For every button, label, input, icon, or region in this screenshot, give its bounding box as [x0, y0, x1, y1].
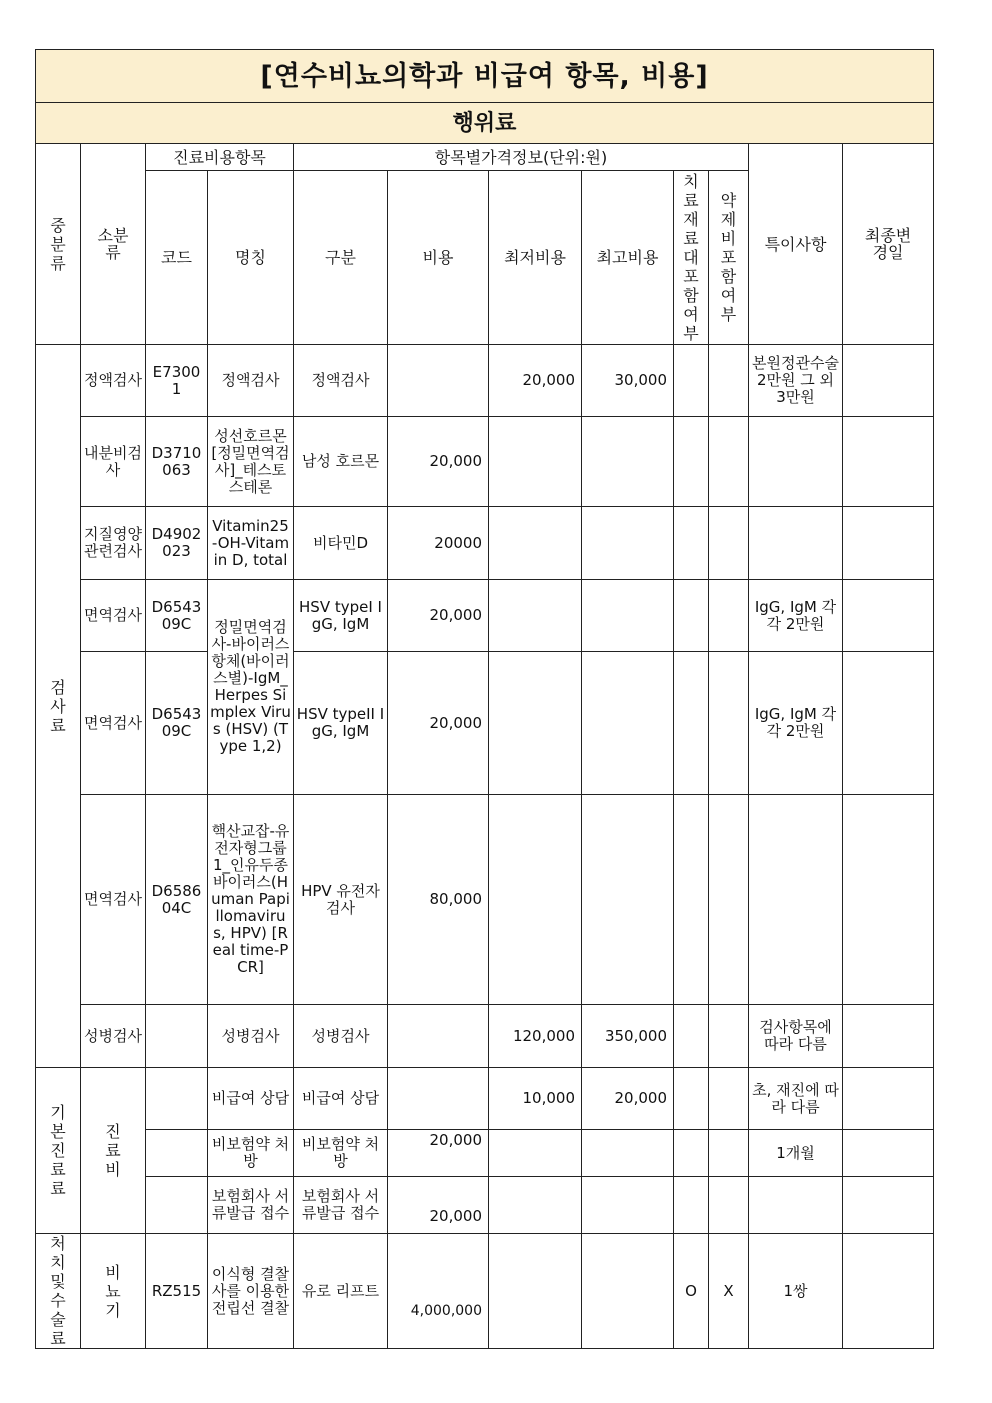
cell-minor: 성병검사 [81, 1005, 146, 1068]
cell-code: D658604C [146, 795, 208, 1005]
cell-material [674, 417, 709, 507]
cell-code [146, 1005, 208, 1068]
group-procedure-minor: 비뇨기 [81, 1234, 146, 1349]
cell-minor: 정액검사 [81, 345, 146, 417]
header-minor-category: 소분류 [81, 144, 146, 345]
cell-material [674, 795, 709, 1005]
cell-cost [388, 345, 489, 417]
cell-min-cost: 20,000 [489, 345, 582, 417]
cell-code: RZ515 [146, 1234, 208, 1349]
cell-type: 비급여 상담 [294, 1068, 388, 1130]
table-row [36, 1068, 934, 1130]
cell-drug [709, 580, 749, 652]
group-exam: 검사료 [36, 345, 81, 1068]
cell-material [674, 580, 709, 652]
cell-name: 정밀면역검사-바이러스항체(바이러스별)-IgM_Herpes Simplex Virus (HSV) (Type 1,2) [208, 580, 294, 795]
cell-name: 성병검사 [208, 1005, 294, 1068]
cell-min-cost [489, 652, 582, 795]
cell-min-cost [489, 795, 582, 1005]
cell-minor: 내분비검사 [81, 417, 146, 507]
cell-drug [709, 795, 749, 1005]
cell-type: 비타민D [294, 507, 388, 580]
header-cost: 비용 [388, 171, 489, 345]
cell-drug [709, 1130, 749, 1177]
cell-drug [709, 1005, 749, 1068]
cell-code [146, 1068, 208, 1130]
cell-name: Vitamin25-OH-Vitamin D, total [208, 507, 294, 580]
cell-code: D4902023 [146, 507, 208, 580]
cell-type: 남성 호르몬 [294, 417, 388, 507]
cell-date [843, 507, 934, 580]
cell-material [674, 652, 709, 795]
cell-material [674, 1005, 709, 1068]
cell-type: 보험회사 서류발급 접수 [294, 1177, 388, 1234]
header-min-cost: 최저비용 [489, 171, 582, 345]
cell-min-cost [489, 1234, 582, 1349]
cell-max-cost [582, 417, 674, 507]
cell-material [674, 345, 709, 417]
cell-date [843, 1234, 934, 1349]
cell-drug [709, 1068, 749, 1130]
cell-type: 성병검사 [294, 1005, 388, 1068]
cell-cost: 20,000 [388, 1177, 489, 1234]
cell-max-cost: 350,000 [582, 1005, 674, 1068]
cell-cost: 4,000,000 [388, 1234, 489, 1349]
cell-note: IgG, IgM 각 각 2만원 [749, 580, 843, 652]
cell-note: 본원정관수술 2만원 그 외 3만원 [749, 345, 843, 417]
fee-table [35, 49, 934, 1349]
cell-min-cost [489, 507, 582, 580]
cell-cost: 20,000 [388, 417, 489, 507]
table-row [36, 345, 934, 417]
header-price-group: 항목별가격정보(단위:원) [294, 144, 749, 171]
table-row [36, 1130, 934, 1177]
cell-note: 초, 재진에 따라 다름 [749, 1068, 843, 1130]
cell-date [843, 345, 934, 417]
cell-drug [709, 507, 749, 580]
group-procedure: 처치및수술료 [36, 1234, 81, 1349]
header-item-group: 진료비용항목 [146, 144, 294, 171]
cell-cost [388, 1005, 489, 1068]
header-major-category: 중분류 [36, 144, 81, 345]
cell-note: 1개월 [749, 1130, 843, 1177]
cell-min-cost [489, 580, 582, 652]
cell-name: 이식형 결찰사를 이용한 전립선 결찰 [208, 1234, 294, 1349]
cell-code: D654309C [146, 580, 208, 652]
cell-min-cost [489, 1177, 582, 1234]
cell-minor: 면역검사 [81, 580, 146, 652]
table-row [36, 580, 934, 652]
group-basic: 기본진료료 [36, 1068, 81, 1234]
header-code: 코드 [146, 171, 208, 345]
table-row [36, 1005, 934, 1068]
cell-date [843, 1005, 934, 1068]
cell-name: 보험회사 서류발급 접수 [208, 1177, 294, 1234]
header-type: 구분 [294, 171, 388, 345]
cell-drug [709, 1177, 749, 1234]
cell-minor: 지질영양관련검사 [81, 507, 146, 580]
cell-code: D3710063 [146, 417, 208, 507]
cell-max-cost [582, 1234, 674, 1349]
cell-minor: 면역검사 [81, 652, 146, 795]
cell-note: IgG, IgM 각 각 2만원 [749, 652, 843, 795]
table-row [36, 1234, 934, 1349]
cell-min-cost [489, 417, 582, 507]
cell-material: O [674, 1234, 709, 1349]
cell-code: E73001 [146, 345, 208, 417]
header-drug-included: 약제비포함여부 [709, 171, 749, 345]
section-title: 행위료 [36, 103, 934, 144]
cell-material [674, 1068, 709, 1130]
cell-name: 핵산교잡-유전자형그룹1_인유두종바이러스(Human Papillomavirus, HPV) [Real time-PCR] [208, 795, 294, 1005]
cell-material [674, 1130, 709, 1177]
cell-cost: 20,000 [388, 580, 489, 652]
cell-cost: 20,000 [388, 1130, 489, 1177]
table-row [36, 507, 934, 580]
table-row [36, 417, 934, 507]
table-row [36, 1177, 934, 1234]
cell-material [674, 1177, 709, 1234]
cell-date [843, 417, 934, 507]
cell-name: 비보험약 처방 [208, 1130, 294, 1177]
header-max-cost: 최고비용 [582, 171, 674, 345]
cell-name: 비급여 상담 [208, 1068, 294, 1130]
cell-drug [709, 652, 749, 795]
cell-type: 정액검사 [294, 345, 388, 417]
table-row [36, 652, 934, 795]
header-last-changed: 최종변경일 [843, 144, 934, 345]
cell-min-cost [489, 1130, 582, 1177]
cell-type: 비보험약 처방 [294, 1130, 388, 1177]
cell-date [843, 1068, 934, 1130]
cell-note: 검사항목에 따라 다름 [749, 1005, 843, 1068]
cell-max-cost [582, 1130, 674, 1177]
cell-cost [388, 1068, 489, 1130]
header-notes: 특이사항 [749, 144, 843, 345]
header-material-included: 치료재료대포함여부 [674, 171, 709, 345]
cell-drug [709, 345, 749, 417]
cell-cost: 80,000 [388, 795, 489, 1005]
cell-drug: X [709, 1234, 749, 1349]
cell-note [749, 417, 843, 507]
cell-max-cost [582, 1177, 674, 1234]
cell-minor: 면역검사 [81, 795, 146, 1005]
cell-date [843, 652, 934, 795]
cell-max-cost: 30,000 [582, 345, 674, 417]
cell-code [146, 1130, 208, 1177]
cell-date [843, 795, 934, 1005]
group-basic-minor: 진료비 [81, 1068, 146, 1234]
page-title: [연수비뇨의학과 비급여 항목, 비용] [36, 50, 934, 103]
cell-type: 유로 리프트 [294, 1234, 388, 1349]
cell-cost: 20,000 [388, 652, 489, 795]
table-row [36, 795, 934, 1005]
cell-cost: 20000 [388, 507, 489, 580]
cell-note [749, 507, 843, 580]
cell-name: 정액검사 [208, 345, 294, 417]
cell-max-cost [582, 580, 674, 652]
header-name: 명칭 [208, 171, 294, 345]
cell-date [843, 1177, 934, 1234]
cell-note: 1쌍 [749, 1234, 843, 1349]
cell-max-cost: 20,000 [582, 1068, 674, 1130]
cell-material [674, 507, 709, 580]
cell-name: 성선호르몬[정밀면역검사]_테스토스테론 [208, 417, 294, 507]
cell-max-cost [582, 652, 674, 795]
cell-code: D654309C [146, 652, 208, 795]
cell-min-cost: 120,000 [489, 1005, 582, 1068]
cell-type: HSV typeI IgG, IgM [294, 580, 388, 652]
cell-max-cost [582, 507, 674, 580]
cell-min-cost: 10,000 [489, 1068, 582, 1130]
cell-type: HPV 유전자 검사 [294, 795, 388, 1005]
cell-type: HSV typeII IgG, IgM [294, 652, 388, 795]
cell-note [749, 795, 843, 1005]
cell-max-cost [582, 795, 674, 1005]
cell-code [146, 1177, 208, 1234]
cell-date [843, 1130, 934, 1177]
cell-date [843, 580, 934, 652]
cell-note [749, 1177, 843, 1234]
cell-drug [709, 417, 749, 507]
